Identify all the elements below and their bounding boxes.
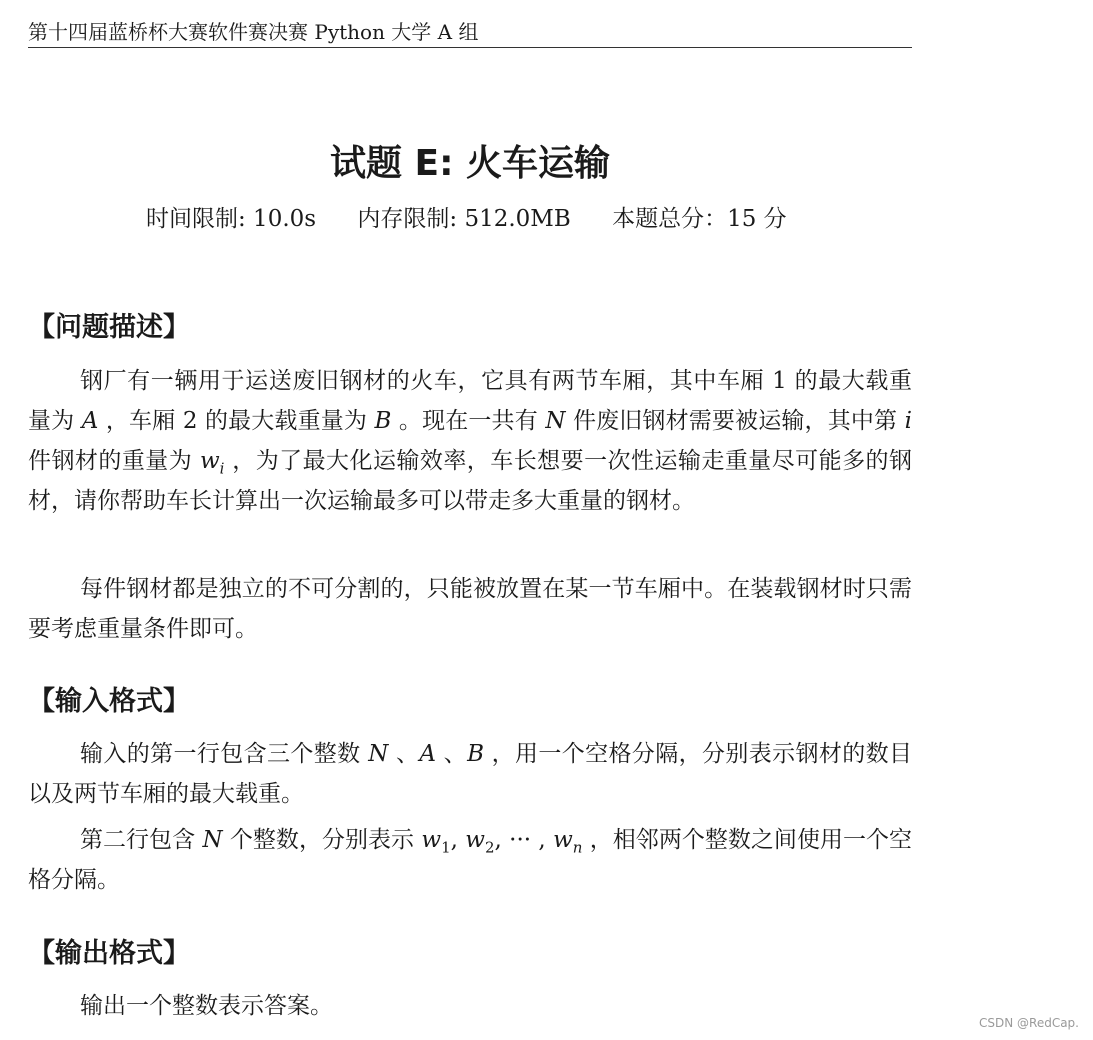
- total-score: 本题总分：15 分: [612, 206, 787, 232]
- memory-limit: 内存限制: 512.0MB: [357, 206, 571, 232]
- problem-description-heading: 【问题描述】: [28, 312, 190, 343]
- problem-description-paragraph: 钢厂有一辆用于运送废旧钢材的火车，它具有两节车厢，其中车厢 1 的最大载重量为 A ，车厢 2 的最大载重量为 B 。现在一共有 N 件废旧钢材需要被运输，其中第 i 件钢材的重量为 $w_i$ ，为了最大化运输效率，车长想要一次性运输走重量尽可能多的钢材，请你帮助车长计算出一次运输最多可以带走多大重量的钢材。: [28, 368, 913, 514]
- input-format-line1: 输入的第一行包含三个整数 N 、A 、B ，用一个空格分隔，分别表示钢材的数目以及两节车厢的最大载重。: [28, 741, 913, 807]
- output-format-paragraph: 输出一个整数表示答案。: [80, 993, 333, 1019]
- problem-title: 试题 E: 火车运输: [329, 143, 611, 184]
- output-format-heading: 【输出格式】: [28, 938, 190, 969]
- time-limit: 时间限制: 10.0s: [146, 206, 317, 232]
- problem-constraint-paragraph: 每件钢材都是独立的不可分割的，只能被放置在某一节车厢中。在装载钢材时只需要考虑重量条件即可。: [28, 576, 912, 642]
- watermark: CSDN @RedCap.: [979, 1016, 1079, 1030]
- input-format-heading: 【输入格式】: [28, 686, 190, 717]
- page-header: 第十四届蓝桥杯大赛软件赛决赛 Python 大学 A 组: [28, 18, 912, 48]
- limits-line: [146, 202, 821, 236]
- input-format-line2: 第二行包含 N 个整数，分别表示 $w_1$, $w_2$, ··· , $w_n$ ，相邻两个整数之间使用一个空格分隔。: [28, 827, 913, 893]
